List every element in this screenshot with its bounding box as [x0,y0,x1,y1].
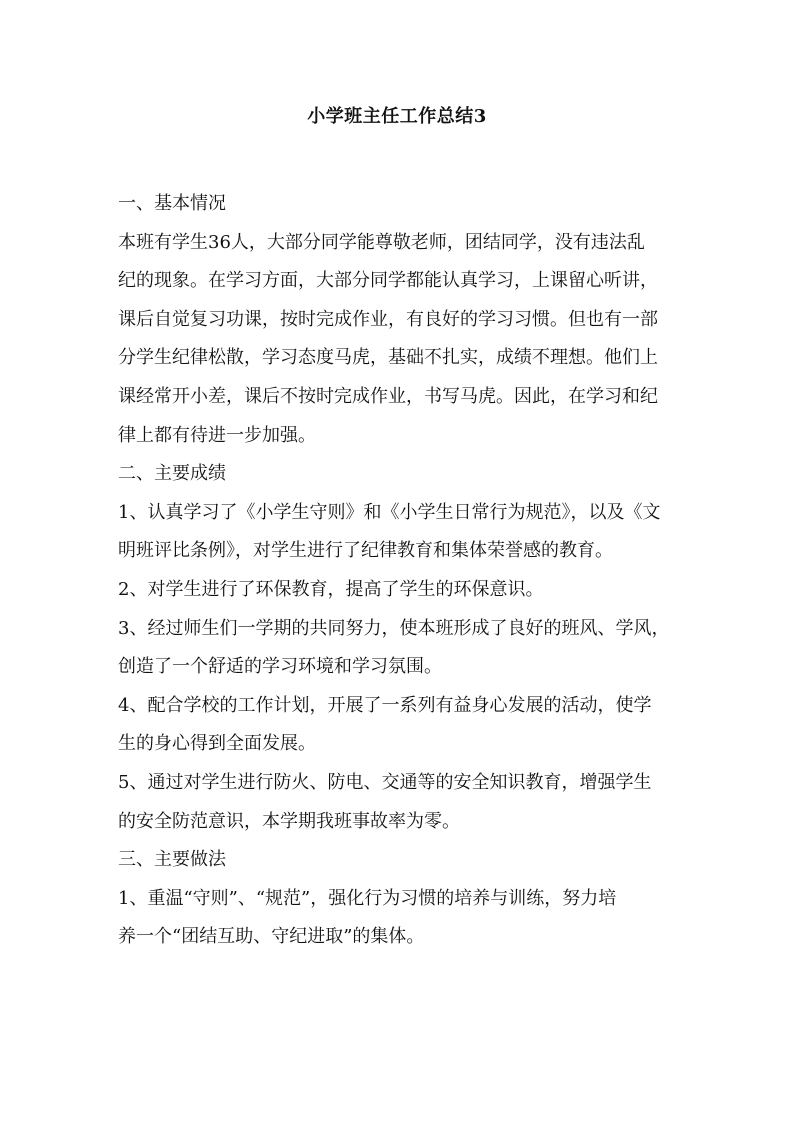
section-heading-achievements: 二、主要成绩 [118,463,226,485]
text-line: 律上都有待进一步加强。 [118,424,316,446]
text-line: 的安全防范意识，本学期我班事故率为零。 [118,810,460,832]
text-line: 纪的现象。在学习方面，大部分同学都能认真学习，上课留心听讲， [118,270,658,292]
text-line: 2、对学生进行了环保教育，提高了学生的环保意识。 [118,578,544,600]
text-line: 养一个“团结互助、守纪进取”的集体。 [118,926,425,948]
text-line: 课后自觉复习功课，按时完成作业，有良好的学习习惯。但也有一部 [118,308,658,330]
page-title: 小学班主任工作总结3 [307,106,487,127]
text-line: 分学生纪律松散，学习态度马虎，基础不扎实，成绩不理想。他们上 [118,347,658,369]
text-line: 创造了一个舒适的学习环境和学习氛围。 [118,656,442,678]
text-line: 1、认真学习了《小学生守则》和《小学生日常行为规范》，以及《文 [118,501,661,523]
text-line: 生的身心得到全面发展。 [118,733,316,755]
text-line: 4、配合学校的工作计划，开展了一系列有益身心发展的活动，使学 [118,694,652,716]
text-line: 本班有学生36人，大部分同学能尊敬老师，团结同学，没有违法乱 [118,231,645,253]
text-line: 课经常开小差，课后不按时完成作业，书写马虎。因此，在学习和纪 [118,385,658,407]
section-heading-methods: 三、主要做法 [118,849,226,871]
document-body [118,185,680,957]
text-line: 1、重温“守则”、“规范”，强化行为习惯的培养与训练，努力培 [118,887,617,909]
text-line: 3、经过师生们一学期的共同努力，使本班形成了良好的班风、学风， [118,617,670,639]
text-line: 5、通过对学生进行防火、防电、交通等的安全知识教育，增强学生 [118,771,652,793]
section-heading-basic: 一、基本情况 [118,193,226,214]
text-line: 明班评比条例》，对学生进行了纪律教育和集体荣誉感的教育。 [118,540,613,562]
